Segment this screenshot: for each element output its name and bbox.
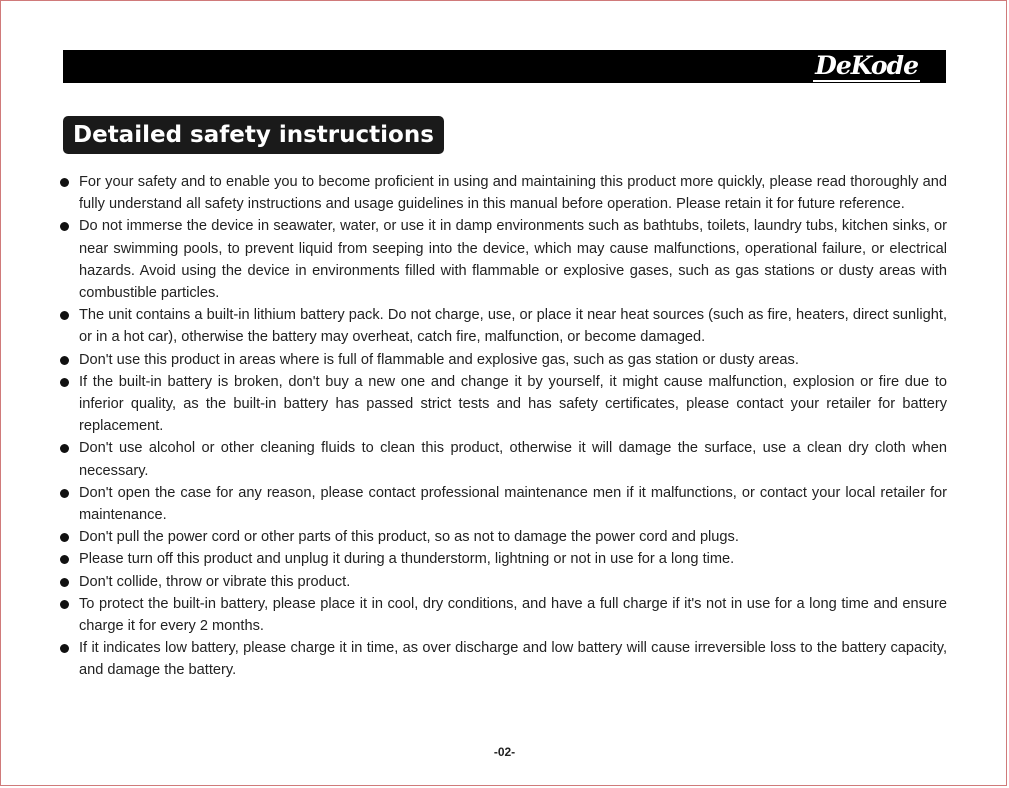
- instruction-text: Don't use alcohol or other cleaning fluids to clean this product, otherwise it will damage the surface, use a clean dry cloth when necessary.: [79, 440, 947, 479]
- bullet-icon: [60, 600, 69, 609]
- instruction-text: The unit contains a built-in lithium battery pack. Do not charge, use, or place it near heat sources (such as fire, heaters, direct sunlight, or in a hot car), otherwise the battery may overheat, catch fire, malfunction, or become damaged.: [79, 307, 947, 346]
- instruction-text: Don't use this product in areas where is full of flammable and explosive gas, such as gas station or dusty areas.: [79, 351, 799, 368]
- instruction-item: [59, 437, 947, 481]
- instruction-item: [59, 526, 947, 548]
- instruction-item: [59, 371, 947, 438]
- instruction-text: Don't collide, throw or vibrate this product.: [79, 573, 351, 590]
- section-title: Detailed safety instructions: [63, 116, 444, 154]
- instruction-text: To protect the built-in battery, please place it in cool, dry conditions, and have a full charge if it's not in use for a long time and ensure charge it for every 2 months.: [79, 595, 947, 635]
- bullet-icon: [60, 222, 69, 231]
- instruction-text: Don't open the case for any reason, please contact professional maintenance men if it malfunctions, or contact your local retailer for maintenance.: [79, 484, 947, 524]
- bullet-icon: [60, 311, 69, 320]
- instruction-text: Don't pull the power cord or other parts of this product, so as not to damage the power cord and plugs.: [79, 529, 739, 546]
- brand-logo: DeKode: [815, 51, 918, 80]
- instruction-item: [59, 593, 947, 637]
- bullet-icon: [60, 444, 69, 453]
- bullet-icon: [60, 533, 69, 542]
- instruction-item: [59, 482, 947, 526]
- instruction-item: [59, 548, 947, 570]
- bullet-icon: [60, 178, 69, 187]
- page-number: -02-: [493, 745, 516, 759]
- instruction-item: [59, 571, 947, 593]
- bullet-icon: [60, 378, 69, 387]
- bullet-icon: [60, 578, 69, 587]
- bullet-icon: [60, 555, 69, 564]
- instruction-item: [59, 171, 947, 215]
- instruction-list: [59, 171, 947, 682]
- bullet-icon: [60, 489, 69, 498]
- instruction-text: If the built-in battery is broken, don't buy a new one and change it by yourself, it might cause malfunction, explosion or fire due to inferior quality, as the built-in battery has passed strict tests and has safety certificates, please contact your retailer for battery replacement.: [79, 373, 947, 435]
- instruction-text: Do not immerse the device in seawater, water, or use it in damp environments such as bathtubs, toilets, laundry tubs, kitchen sinks, or near swimming pools, to prevent liquid from seeping into the device, which may cause malfunctions, operational failure, or electrical hazards. Avoid using the device in environments filled with flammable or explosive gases, such as gas stations or dusty areas with combustible particles.: [79, 218, 947, 302]
- bullet-icon: [60, 356, 69, 365]
- header-bar: [63, 50, 946, 83]
- instruction-item: [59, 215, 947, 304]
- instruction-text: Please turn off this product and unplug it during a thunderstorm, lightning or not in use for a long time.: [79, 551, 735, 568]
- instruction-text: For your safety and to enable you to become proficient in using and maintaining this product more quickly, please read thoroughly and fully understand all safety instructions and usage guidelines in this manual before operation. Please retain it for future reference.: [79, 174, 947, 213]
- instruction-item: [59, 637, 947, 681]
- bullet-icon: [60, 644, 69, 653]
- instruction-item: [59, 304, 947, 348]
- instruction-item: [59, 349, 947, 371]
- instruction-text: If it indicates low battery, please charge it in time, as over discharge and low battery will cause irreversible loss to the battery capacity, and damage the battery.: [79, 640, 947, 679]
